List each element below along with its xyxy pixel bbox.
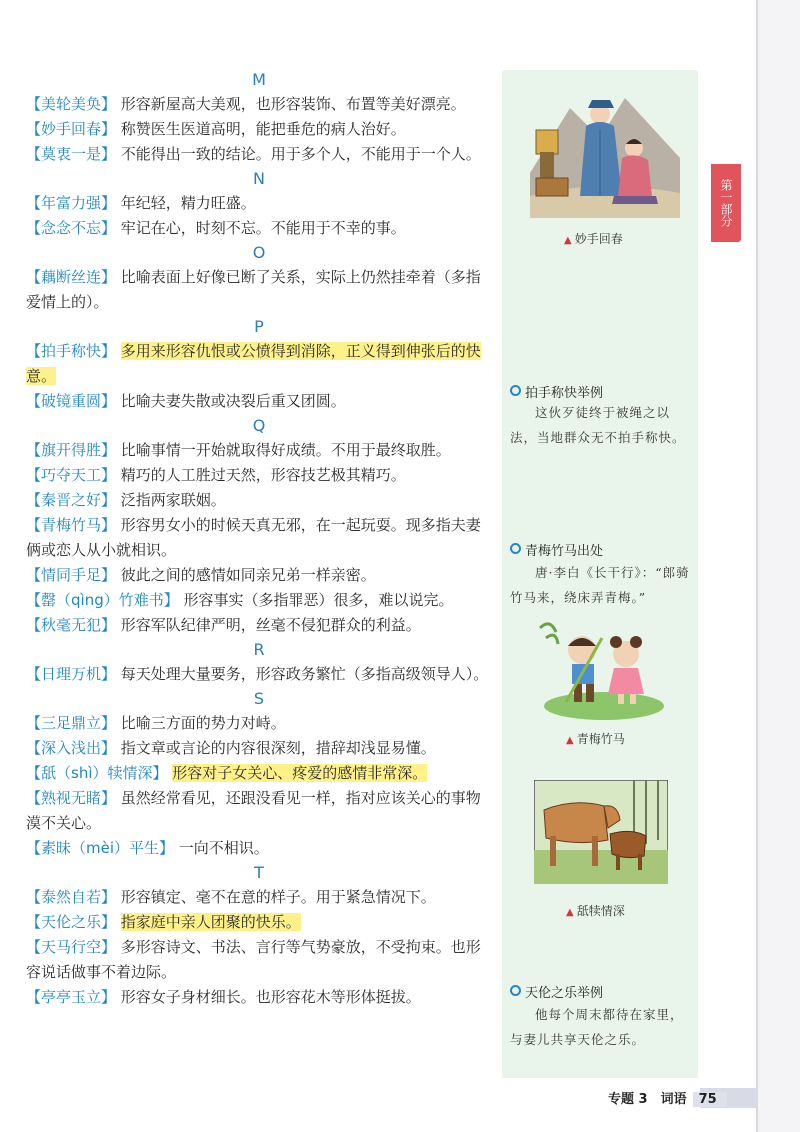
entry-term: 【秦晋之好】	[26, 491, 117, 509]
entry-definition: 形容男女小的时候天真无邪，在一起玩耍。现多指夫妻俩或恋人从小就相识。	[26, 516, 481, 559]
entry-definition: 比喻夫妻失散或决裂后重又团圆。	[120, 392, 346, 410]
glossary-entry	[26, 488, 492, 513]
entry-definition: 牢记在心，时刻不忘。不能用于不幸的事。	[120, 219, 406, 237]
glossary-entry	[26, 711, 492, 736]
section-letter: M	[252, 70, 266, 89]
bullet-icon	[510, 385, 521, 396]
glossary-column	[26, 68, 492, 1010]
glossary-entry	[26, 339, 492, 389]
glossary-entry	[26, 463, 492, 488]
section-letter: Q	[252, 416, 266, 435]
section-letter: S	[253, 689, 265, 708]
example-text-3: 他每个周末都待在家里，与妻儿共享天伦之乐。	[510, 1007, 684, 1047]
entry-definition: 精巧的人工胜过天然，形容技艺极其精巧。	[120, 466, 406, 484]
glossary-entry	[26, 265, 492, 315]
caption-shidu: ▲ 舐犊情深	[566, 904, 625, 918]
entry-term: 【熟视无睹】	[26, 789, 117, 807]
glossary-entry	[26, 92, 492, 117]
illustration-doctor	[530, 78, 680, 218]
glossary-entry	[26, 786, 492, 836]
entry-definition: 多形容诗文、书法、言行等气势豪放，不受拘束。也形容说话做事不着边际。	[26, 938, 481, 981]
entry-definition: 指文章或言论的内容很深刻，措辞却浅显易懂。	[120, 739, 436, 757]
entry-term: 【妙手回春】	[26, 120, 117, 138]
section-letter: O	[252, 243, 266, 262]
glossary-entry	[26, 761, 492, 786]
glossary-entry	[26, 438, 492, 463]
glossary-entry	[26, 985, 492, 1010]
glossary-entry	[26, 910, 492, 935]
entry-term: 【破镜重圆】	[26, 392, 117, 410]
entry-term: 【天伦之乐】	[26, 913, 117, 931]
example-heading-2: 青梅竹马出处	[510, 540, 603, 559]
footer-topic: 专题 3 词语	[608, 1092, 687, 1107]
entry-term: 【日理万机】	[26, 665, 117, 683]
glossary-entry	[26, 613, 492, 638]
entry-definition: 形容对子女关心、疼爱的感情非常深。	[172, 764, 428, 782]
section-letter: R	[253, 640, 265, 659]
glossary-entry	[26, 836, 492, 861]
example-text-2: 唐·李白《长干行》：“郎骑竹马来，绕床弄青梅。”	[510, 565, 690, 605]
glossary-entry	[26, 588, 492, 613]
page-number: 75	[693, 1092, 727, 1107]
entry-term: 【素昧（mèi）平生】	[26, 839, 175, 857]
entry-definition: 形容军队纪律严明，丝毫不侵犯群众的利益。	[120, 616, 421, 634]
entry-term: 【亭亭玉立】	[26, 988, 117, 1006]
entry-term: 【莫衷一是】	[26, 145, 117, 163]
sidebar-panel	[502, 70, 698, 1078]
entry-term: 【美轮美奂】	[26, 95, 117, 113]
bullet-icon	[510, 985, 521, 996]
entry-term: 【拍手称快】	[26, 342, 117, 360]
entry-term: 【天马行空】	[26, 938, 117, 956]
glossary-entry	[26, 216, 492, 241]
section-letter: N	[253, 169, 265, 188]
example-heading-1: 拍手称快举例	[510, 382, 603, 401]
part-tab: 第一部分	[711, 164, 741, 242]
glossary-entry	[26, 736, 492, 761]
entry-term: 【青梅竹马】	[26, 516, 117, 534]
glossary-entry	[26, 513, 492, 563]
glossary-entry	[26, 662, 492, 687]
entry-term: 【情同手足】	[26, 566, 117, 584]
entry-term: 【罄（qìng）竹难书】	[26, 591, 179, 609]
section-letter: P	[254, 317, 264, 336]
illustration-children	[536, 614, 666, 724]
entry-term: 【三足鼎立】	[26, 714, 117, 732]
glossary-entry	[26, 935, 492, 985]
entry-definition: 不能得出一致的结论。用于多个人，不能用于一个人。	[120, 145, 481, 163]
entry-definition: 彼此之间的感情如同亲兄弟一样亲密。	[120, 566, 376, 584]
entry-definition: 称赞医生医道高明，能把垂危的病人治好。	[120, 120, 406, 138]
entry-definition: 形容女子身材细长。也形容花木等形体挺拔。	[120, 988, 421, 1006]
entry-definition: 泛指两家联姻。	[120, 491, 226, 509]
entry-definition: 指家庭中亲人团聚的快乐。	[120, 913, 301, 931]
entry-term: 【藕断丝连】	[26, 268, 117, 286]
entry-definition: 比喻三方面的势力对峙。	[120, 714, 286, 732]
entry-term: 【旗开得胜】	[26, 441, 117, 459]
entry-definition: 虽然经常看见，还跟没看见一样，指对应该关心的事物漠不关心。	[26, 789, 481, 832]
entry-term: 【舐（shì）犊情深】	[26, 764, 168, 782]
caption-miaoshou: ▲ 妙手回春	[564, 232, 623, 246]
entry-definition: 多用来形容仇恨或公愤得到消除，正义得到伸张后的快意。	[26, 342, 481, 385]
example-heading-3: 天伦之乐举例	[510, 982, 603, 1001]
illustration-cow-calf	[534, 780, 668, 884]
entry-definition: 形容新屋高大美观，也形容装饰、布置等美好漂亮。	[120, 95, 466, 113]
section-letter: T	[254, 863, 264, 882]
entry-term: 【巧夺天工】	[26, 466, 117, 484]
entry-definition: 形容事实（多指罪恶）很多，难以说完。	[183, 591, 454, 609]
page-edge	[756, 0, 800, 1132]
glossary-entry	[26, 142, 492, 167]
entry-definition: 每天处理大量要务，形容政务繁忙（多指高级领导人）。	[120, 665, 489, 683]
glossary-entry	[26, 117, 492, 142]
entry-term: 【秋毫无犯】	[26, 616, 117, 634]
faded-background-area	[512, 280, 688, 370]
entry-term: 【念念不忘】	[26, 219, 117, 237]
entry-term: 【深入浅出】	[26, 739, 117, 757]
entry-term: 【泰然自若】	[26, 888, 117, 906]
caption-qingmei: ▲ 青梅竹马	[566, 732, 625, 746]
page-footer	[608, 1088, 727, 1107]
example-text-1: 这伙歹徒终于被绳之以法，当地群众无不拍手称快。	[510, 405, 686, 445]
entry-definition: 比喻表面上好像已断了关系，实际上仍然挂牵着（多指爱情上的）。	[26, 268, 481, 311]
entry-definition: 一向不相识。	[178, 839, 269, 857]
bullet-icon	[510, 543, 521, 554]
entry-definition: 年纪轻，精力旺盛。	[120, 194, 256, 212]
glossary-entry	[26, 389, 492, 414]
glossary-entry	[26, 885, 492, 910]
entry-definition: 比喻事情一开始就取得好成绩。不用于最终取胜。	[120, 441, 451, 459]
entry-term: 【年富力强】	[26, 194, 117, 212]
glossary-entry	[26, 191, 492, 216]
entry-definition: 形容镇定、毫不在意的样子。用于紧急情况下。	[120, 888, 436, 906]
glossary-entry	[26, 563, 492, 588]
